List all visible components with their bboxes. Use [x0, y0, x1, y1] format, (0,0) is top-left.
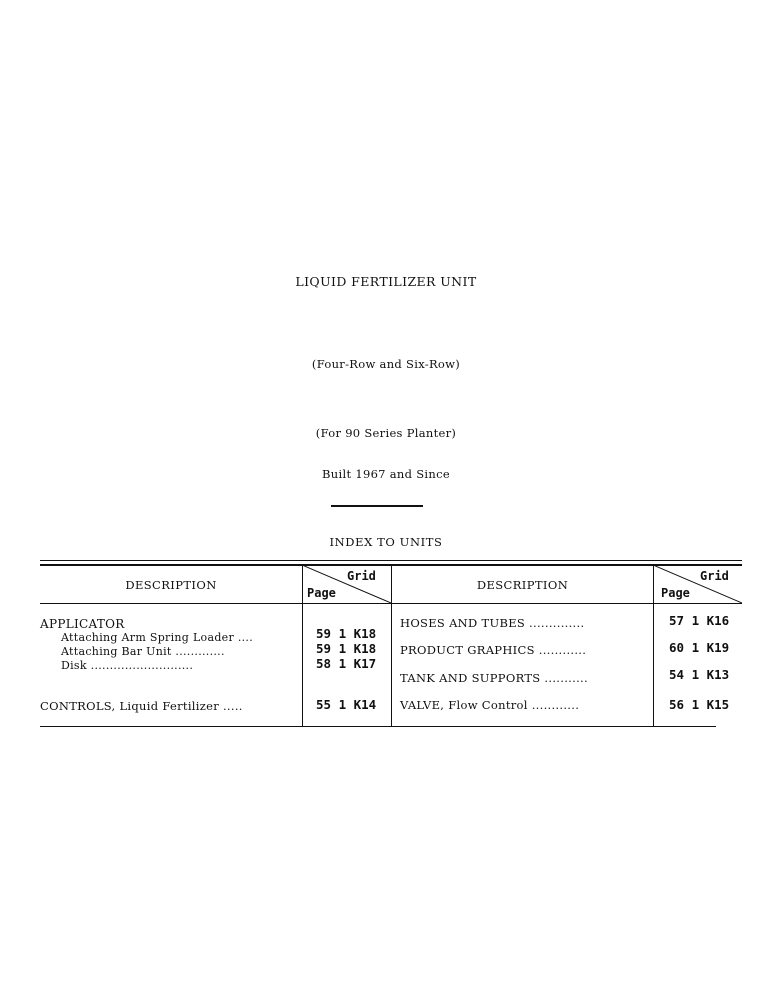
- built-note: Built 1967 and Since: [322, 467, 450, 481]
- entry-disk: Disk ...........................: [61, 659, 194, 672]
- header-page-left: Page: [307, 586, 336, 600]
- ref-disk: 58 1 K17: [316, 656, 377, 671]
- header-grid-left: Grid: [347, 569, 376, 583]
- application-note: (For 90 Series Planter): [315, 426, 457, 440]
- index-heading: INDEX TO UNITS: [329, 535, 443, 549]
- entry-tank-and-supports: TANK AND SUPPORTS ...........: [400, 671, 588, 685]
- document-title: LIQUID FERTILIZER UNIT: [295, 274, 477, 289]
- header-description-right: DESCRIPTION: [476, 578, 569, 592]
- ref-product-graphics: 60 1 K19: [669, 640, 730, 655]
- title-divider: [331, 505, 423, 507]
- header-page-right: Page: [661, 586, 690, 600]
- entry-attaching-arm-spring-loader: Attaching Arm Spring Loader ....: [61, 631, 254, 644]
- entry-attaching-bar-unit: Attaching Bar Unit .............: [61, 645, 225, 658]
- ref-attaching-bar-unit: 59 1 K18: [316, 641, 377, 656]
- document-subtitle: (Four-Row and Six-Row): [311, 357, 461, 371]
- table-top-rule: [40, 560, 742, 561]
- ref-valve-flow-control: 56 1 K15: [669, 697, 730, 712]
- header-description-left: DESCRIPTION: [125, 578, 217, 592]
- entry-hoses-and-tubes: HOSES AND TUBES ..............: [400, 616, 585, 630]
- entry-controls-liquid-fertilizer: CONTROLS, Liquid Fertilizer .....: [40, 699, 243, 713]
- ref-hoses-and-tubes: 57 1 K16: [669, 613, 730, 628]
- table-bottom-rule: [40, 726, 716, 727]
- ref-tank-and-supports: 54 1 K13: [669, 667, 730, 682]
- ref-attaching-arm-spring-loader: 59 1 K18: [316, 626, 377, 641]
- entry-applicator: APPLICATOR: [40, 617, 125, 631]
- ref-controls-liquid-fertilizer: 55 1 K14: [316, 697, 377, 712]
- header-grid-right: Grid: [700, 569, 729, 583]
- entry-product-graphics: PRODUCT GRAPHICS ............: [400, 643, 587, 657]
- entry-valve-flow-control: VALVE, Flow Control ............: [400, 698, 580, 712]
